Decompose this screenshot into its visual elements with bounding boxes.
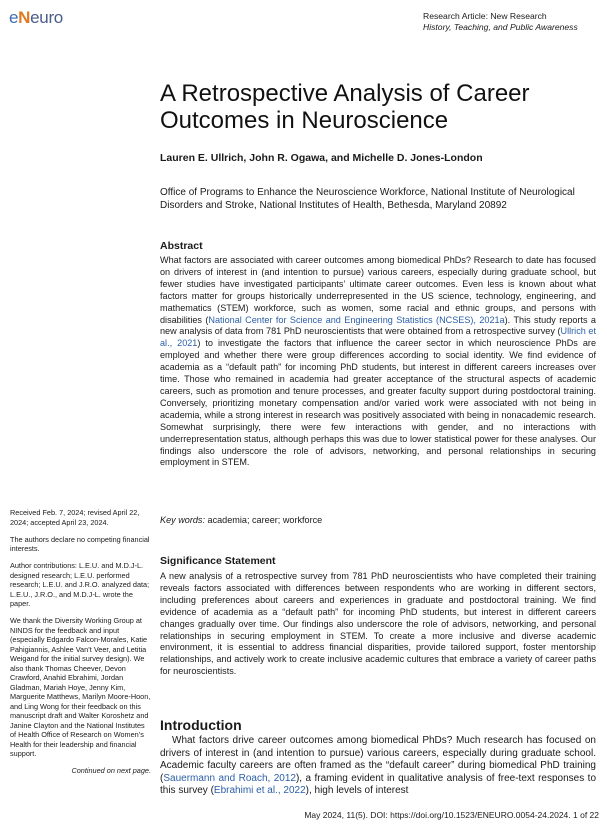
citation-link-ebrahimi[interactable]: Ebrahimi et al., 2022 — [213, 785, 306, 797]
author-list: Lauren E. Ullrich, John R. Ogawa, and Michelle D. Jones-London — [160, 152, 483, 164]
affiliation: Office of Programs to Enhance the Neuroscience Workforce, National Institute of Neurological Disorders and Stroke, National Institutes of Health, Bethesda, Maryland 20892 — [160, 187, 575, 211]
abstract-text-1: What factors are associated with career outcomes among biomedical PhDs? Research to date has focused on drivers of interest in (and intention to pursue) various careers, especially during graduate school, but fewer studies have investigated participants’ ultimate career outcomes. Even less is known about what factors matter for groups historically underrepresented in the US science, technology, engineering, and mathematics (STEM) workforce, such as women, some racial and ethnic groups, and persons with disabilities ( — [160, 255, 596, 325]
intro-text-2: ), a framing evident in qualitative analysis of free-text responses to this survey ( — [160, 772, 597, 797]
citation-link-sauermann[interactable]: Sauermann and Roach, 2012 — [163, 772, 296, 784]
introduction-heading: Introduction — [160, 717, 242, 733]
citation-link-ullrich[interactable]: Ullrich et al., 2021 — [160, 326, 597, 349]
significance-body: A new analysis of a retrospective survey from 781 PhD neuroscientists who have completed their training reveals factors associated with differences between respondents who are working in different sectors, including preferences about careers and experiences in graduate and postdoctoral training. We find evidence of academia as a “default path” for incoming PhD students, but interest in different careers changes gradually over time. Our findings also underscore the role of advisors, networking, and personal relationships in securing employment in STEM. To create a more inclusive and diverse academic environment, it is essential to address financial disparities, provide tailored support, foster mentorship relationships, and actively work to create inclusive academic cultures that embrace a variety of career paths for neuroscientists. — [160, 571, 596, 677]
logo-part-n: N — [18, 8, 31, 27]
abstract-text-2: ). This study reports a new analysis of data from 781 PhD neuroscientists that were obtained from a retrospective survey ( — [160, 314, 596, 337]
continued-note: Continued on next page. — [71, 766, 151, 775]
article-notes-sidebar — [10, 508, 151, 783]
logo-part-e: e — [9, 8, 19, 27]
abstract-body — [160, 255, 596, 469]
significance-heading: Significance Statement — [160, 555, 276, 567]
competing-interests: The authors declare no competing financial interests. — [10, 534, 150, 553]
author-contributions: Author contributions: L.E.U. and M.D.J-L. designed research; L.E.U. performed research; L.E.U. and J.R.O. analyzed data; L.E.U., J.R.O., and M.D.J-L. wrote the paper. — [10, 561, 150, 608]
keywords-label: Key words: — [160, 515, 205, 525]
article-section: History, Teaching, and Public Awareness — [423, 21, 578, 32]
intro-text-3: ), high levels of interest — [305, 785, 409, 797]
article-type-header — [423, 11, 603, 32]
article-type: Research Article: New Research — [423, 11, 547, 21]
citation-link-ncses[interactable]: National Center for Science and Engineering Statistics (NCSES), 2021a — [208, 314, 505, 325]
journal-logo — [9, 8, 63, 28]
keywords-value: academia; career; workforce — [207, 515, 323, 525]
abstract-text-3: ) to investigate the factors that influence the career sector in which neuroscience PhDs are employed and whether there were group differences according to social identity. We find evidence of academia as a “default path” for incoming PhD students, but interest in different careers increases over time. Those who remained in academia had greater acceptance of the structural aspects of academic careers, such as promotion and tenure processes, and greater faculty support during postdoctoral training. Conversely, prioritizing monetary compensation and/or varied work were associated with not being in academia, while a strong interest in research was positively associated with being in nonacademic research. Somewhat surprisingly, there were few interactions with gender, and no interactions with underrepresentation status, although perhaps this was due to lower statistical power for these analyses. Our findings also underscore the role of advisors, networking, and personal relationships in securing employment in STEM. — [160, 338, 596, 468]
page-footer: May 2024, 11(5). DOI: https://doi.org/10.1523/ENEURO.0054-24.2024. 1 of 22 — [304, 810, 599, 820]
intro-text-1: What factors drive career outcomes among biomedical PhDs? Much research has focused on drivers of interest in (and intention to pursue) various careers, especially during graduate school. Academic faculty careers are often framed as the “default career” during biomedical PhD training ( — [160, 735, 596, 784]
logo-part-euro: euro — [30, 8, 63, 27]
acknowledgments: We thank the Diversity Working Group at NINDS for the feedback and input (especially Edgardo Falcon-Morales, Katie Pahigiannis, Ashlee Van’t Veer, and Letitia Weigand for the initial survey design). We also thank Thomas Cheever, Devon Crawford, Anahid Ebrahimi, Jordan Gladman, Mariah Hoye, Jenny Kim, Marguerite Matthews, Marilyn Moore-Hoon, and Ling Wong for their feedback on this manuscript draft and Walter Koroshetz and Janine Clayton and the National Institutes of Health Office of Research on Women’s Health for their leadership and financial support. — [10, 616, 151, 758]
article-title: A Retrospective Analysis of Career Outcomes in Neuroscience — [160, 80, 530, 134]
received-dates: Received Feb. 7, 2024; revised April 22, 2024; accepted April 23, 2024. — [10, 508, 140, 527]
abstract-heading: Abstract — [160, 240, 203, 252]
introduction-body — [160, 735, 596, 798]
keywords — [160, 515, 322, 525]
